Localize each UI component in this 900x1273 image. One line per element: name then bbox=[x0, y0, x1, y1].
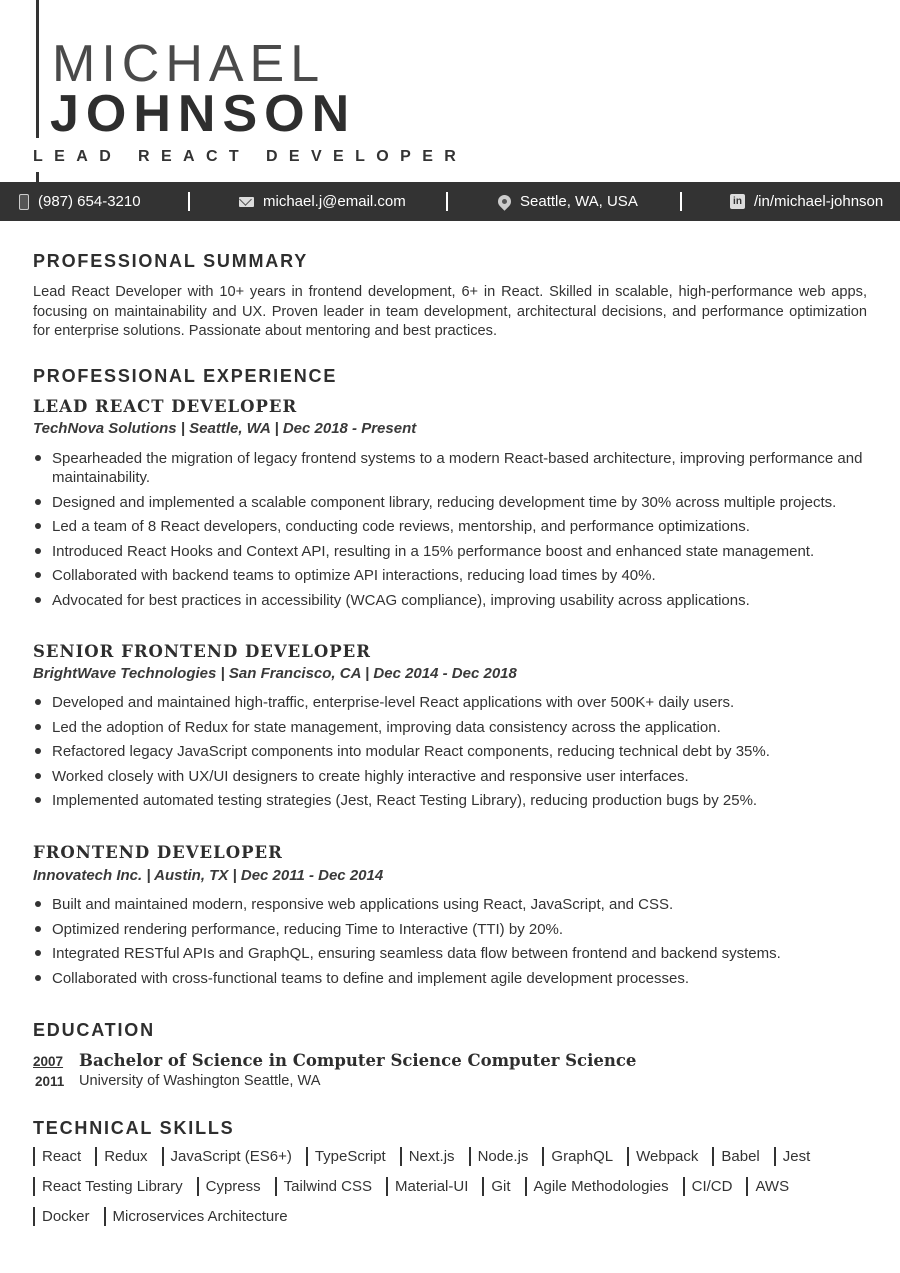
phone-text: (987) 654-3210 bbox=[38, 193, 141, 210]
linkedin-text[interactable]: /in/michael-johnson bbox=[754, 193, 884, 210]
summary-text: Lead React Developer with 10+ years in frontend development, 6+ in React. Skilled in scalable, high-performance web apps, focusing on maintainability and UX. Proven leader in team development, architectural decisions, and performance optimization for enterprise solutions. Passionate about mentoring and best practices. bbox=[33, 284, 867, 339]
list-item: Built and maintained modern, responsive web applications using React, JavaScript, and CSS. bbox=[33, 895, 878, 914]
education-school: University of Washington Seattle, WA bbox=[79, 1073, 321, 1089]
mail-icon bbox=[239, 197, 254, 207]
header-accent-line bbox=[36, 0, 39, 138]
job-role: LEAD REACT DEVELOPER bbox=[33, 397, 298, 416]
contact-email[interactable] bbox=[239, 182, 406, 221]
contact-linkedin[interactable] bbox=[730, 182, 883, 221]
education-degree: Bachelor of Science in Computer Science Computer Science bbox=[79, 1051, 637, 1070]
linkedin-icon: in bbox=[730, 194, 745, 209]
summary-heading: PROFESSIONAL SUMMARY bbox=[33, 251, 309, 271]
list-item: Collaborated with backend teams to optimize API interactions, reducing load times by 40%. bbox=[33, 566, 878, 585]
skill-item: Babel bbox=[712, 1147, 759, 1166]
contact-location bbox=[498, 182, 638, 221]
list-item: Implemented automated testing strategies (Jest, React Testing Library), reducing production bugs by 25%. bbox=[33, 791, 878, 810]
job-meta: BrightWave Technologies | San Francisco, CA | Dec 2014 - Dec 2018 bbox=[33, 665, 517, 682]
list-item: Integrated RESTful APIs and GraphQL, ensuring seamless data flow between frontend and backend systems. bbox=[33, 944, 878, 963]
skill-item: JavaScript (ES6+) bbox=[162, 1147, 292, 1166]
last-name: JOHNSON bbox=[50, 85, 357, 143]
skill-item: Docker bbox=[33, 1207, 90, 1226]
contact-separator bbox=[680, 192, 682, 211]
contact-phone bbox=[19, 182, 141, 221]
skill-item: AWS bbox=[746, 1177, 789, 1196]
list-item: Optimized rendering performance, reducing Time to Interactive (TTI) by 20%. bbox=[33, 920, 878, 939]
list-item: Led the adoption of Redux for state management, improving data consistency across the application. bbox=[33, 718, 878, 737]
email-text[interactable]: michael.j@email.com bbox=[263, 193, 406, 210]
skill-item: Next.js bbox=[400, 1147, 455, 1166]
education-end-year: 2011 bbox=[35, 1074, 65, 1089]
list-item: Developed and maintained high-traffic, enterprise-level React applications with over 500K+ daily users. bbox=[33, 693, 878, 712]
list-item: Advocated for best practices in accessibility (WCAG compliance), improving usability across applications. bbox=[33, 591, 878, 610]
list-item: Led a team of 8 React developers, conducting code reviews, mentorship, and performance optimizations. bbox=[33, 517, 878, 536]
job-meta: Innovatech Inc. | Austin, TX | Dec 2011 - Dec 2014 bbox=[33, 867, 384, 884]
list-item: Spearheaded the migration of legacy frontend systems to a modern React-based architecture, improving performance and maintainability. bbox=[33, 449, 878, 487]
education-heading: EDUCATION bbox=[33, 1020, 155, 1040]
skill-item: Agile Methodologies bbox=[525, 1177, 669, 1196]
job-bullets bbox=[33, 693, 878, 816]
skill-item: TypeScript bbox=[306, 1147, 386, 1166]
skill-item: Cypress bbox=[197, 1177, 261, 1196]
contact-bar bbox=[0, 182, 900, 221]
skill-item: Webpack bbox=[627, 1147, 698, 1166]
contact-separator bbox=[188, 192, 190, 211]
list-item: Designed and implemented a scalable component library, reducing development time by 30% across multiple projects. bbox=[33, 493, 878, 512]
phone-icon bbox=[19, 194, 29, 210]
skill-item: Material-UI bbox=[386, 1177, 468, 1196]
job-bullets bbox=[33, 449, 878, 615]
list-item: Introduced React Hooks and Context API, resulting in a 15% performance boost and enhanced state management. bbox=[33, 542, 878, 561]
skill-item: Tailwind CSS bbox=[275, 1177, 372, 1196]
experience-heading: PROFESSIONAL EXPERIENCE bbox=[33, 366, 338, 386]
list-item: Refactored legacy JavaScript components into modular React components, reducing technical debt by 35%. bbox=[33, 742, 878, 761]
contact-separator bbox=[446, 192, 448, 211]
skill-item: Node.js bbox=[469, 1147, 529, 1166]
job-bullets bbox=[33, 895, 878, 993]
first-name: MICHAEL bbox=[52, 35, 326, 93]
skill-item: Git bbox=[482, 1177, 510, 1196]
skill-item: Microservices Architecture bbox=[104, 1207, 288, 1226]
location-text: Seattle, WA, USA bbox=[520, 193, 638, 210]
skill-item: GraphQL bbox=[542, 1147, 613, 1166]
skills-list bbox=[33, 1147, 873, 1237]
job-meta: TechNova Solutions | Seattle, WA | Dec 2018 - Present bbox=[33, 420, 417, 437]
list-item: Collaborated with cross-functional teams to define and implement agile development processes. bbox=[33, 969, 878, 988]
education-start-year: 2007 bbox=[33, 1054, 64, 1069]
skill-item: React Testing Library bbox=[33, 1177, 183, 1196]
job-title: LEAD REACT DEVELOPER bbox=[33, 148, 468, 165]
skill-item: React bbox=[33, 1147, 81, 1166]
skill-item: Redux bbox=[95, 1147, 147, 1166]
list-item: Worked closely with UX/UI designers to create highly interactive and responsive user interfaces. bbox=[33, 767, 878, 786]
job-role: FRONTEND DEVELOPER bbox=[33, 843, 283, 862]
skill-item: Jest bbox=[774, 1147, 811, 1166]
header-accent-line-bottom bbox=[36, 172, 39, 182]
skill-item: CI/CD bbox=[683, 1177, 733, 1196]
skills-heading: TECHNICAL SKILLS bbox=[33, 1118, 235, 1138]
location-icon bbox=[495, 192, 513, 210]
job-role: SENIOR FRONTEND DEVELOPER bbox=[33, 642, 371, 661]
